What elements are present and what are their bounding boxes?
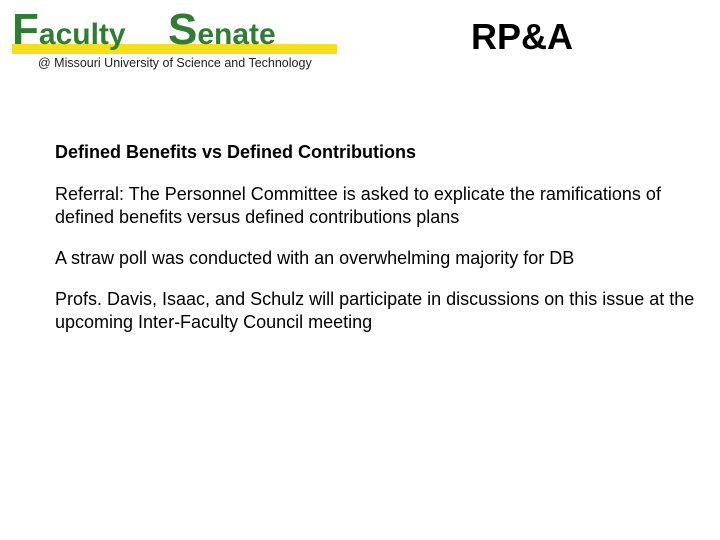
paragraph-straw-poll: A straw poll was conducted with an overwhelming majority for DB — [55, 248, 575, 268]
logo-word-faculty: Faculty — [12, 5, 126, 54]
logo-word-senate: Senate — [168, 5, 276, 54]
logo-subtitle: @ Missouri University of Science and Technology — [38, 56, 312, 70]
slide-content — [55, 141, 695, 352]
slide-heading: Defined Benefits vs Defined Contributions — [55, 142, 417, 162]
slide-title: RP&A — [471, 16, 574, 57]
paragraph-referral: Referral: The Personnel Committee is asked to explicate the ramifications of defined benefits versus defined contributions plans — [55, 184, 661, 227]
faculty-senate-logo — [10, 5, 340, 76]
paragraph-participants: Profs. Davis, Isaac, and Schulz will participate in discussions on this issue at the upcoming Inter-Faculty Council meeting — [55, 289, 695, 332]
